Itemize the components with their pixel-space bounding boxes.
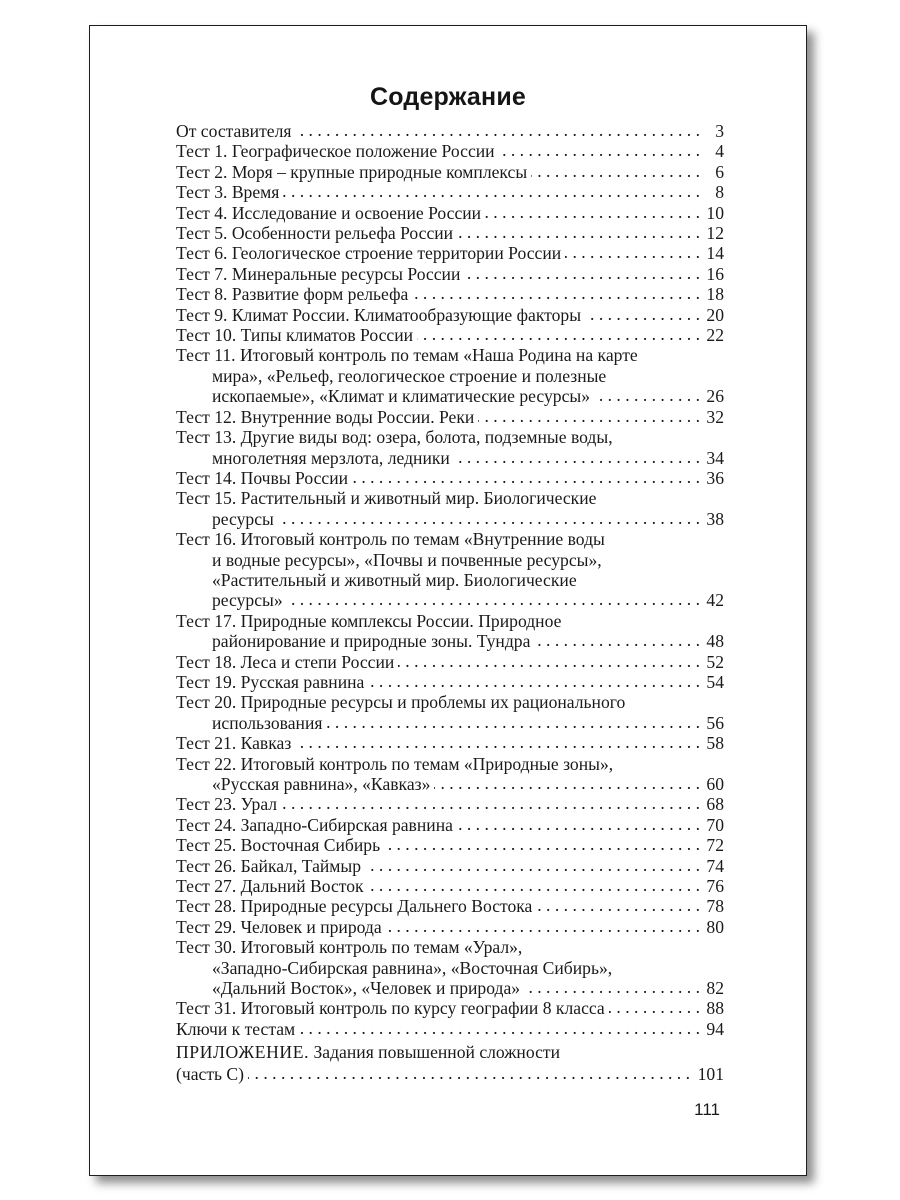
toc-entry-text: Тест 14. Почвы России xyxy=(176,467,349,488)
toc-entry-line xyxy=(176,386,724,406)
toc-page-number: 52 xyxy=(706,651,724,672)
toc-entry-line xyxy=(176,529,724,549)
toc-page-number: 22 xyxy=(706,325,724,346)
toc-entry xyxy=(176,876,724,896)
dot-leader xyxy=(295,123,700,137)
toc-page-number: 6 xyxy=(715,161,724,182)
toc-entry-text: Тест 11. Итоговый контроль по темам «Наша Родина на карте xyxy=(176,345,638,366)
toc-entry-line xyxy=(176,223,724,243)
toc-entry xyxy=(176,611,724,652)
dot-leader xyxy=(565,245,700,259)
toc-entry-line xyxy=(176,121,724,141)
toc-entry-text: Тест 2. Моря – крупные природные комплексы xyxy=(176,161,528,182)
toc-entry xyxy=(176,325,724,345)
toc-page-number: 3 xyxy=(715,121,724,141)
toc-entry-text: Тест 29. Человек и природа xyxy=(176,916,382,937)
toc-page-number: 10 xyxy=(706,202,724,223)
toc-entry-line xyxy=(176,243,724,263)
toc-entry xyxy=(176,345,724,406)
dot-leader xyxy=(594,388,700,402)
toc-page-number: 60 xyxy=(706,774,724,794)
toc-entry xyxy=(176,223,724,243)
dot-leader xyxy=(417,327,700,341)
toc-entry xyxy=(176,427,724,468)
toc-entry-text: Тест 1. Географическое положение России xyxy=(176,141,495,162)
dot-leader xyxy=(412,286,700,300)
toc-entry-text: Тест 19. Русская равнина xyxy=(176,671,365,692)
toc-entry-line xyxy=(176,407,724,427)
toc-entry-line xyxy=(176,182,724,202)
toc-entry-text: Тест 5. Особенности рельефа России xyxy=(176,223,454,244)
toc-page-number: 82 xyxy=(706,978,724,999)
appendix-line-2 xyxy=(176,1063,724,1085)
toc-entry-text: Тест 22. Итоговый контроль по темам «Природные зоны», xyxy=(176,753,614,774)
appendix-line-2-text: (часть С) xyxy=(176,1064,245,1084)
toc-entry-text: Тест 20. Природные ресурсы и проблемы их рационального xyxy=(176,692,626,713)
toc-entry-text: Тест 7. Минеральные ресурсы России xyxy=(176,263,461,284)
toc-entry-line xyxy=(176,570,724,590)
toc-page-number: 76 xyxy=(706,876,724,897)
toc-entry-line xyxy=(176,815,724,835)
toc-entry xyxy=(176,305,724,325)
dot-leader xyxy=(299,1021,700,1035)
dot-leader xyxy=(534,633,700,647)
toc-entry-text: ископаемые», «Климат и климатические ресурсы» xyxy=(212,386,590,407)
toc-entry xyxy=(176,692,724,733)
toc-entry xyxy=(176,121,724,141)
toc-entry-line xyxy=(176,1019,724,1039)
toc-entry-line xyxy=(176,325,724,345)
dot-leader xyxy=(368,674,700,688)
dot-leader xyxy=(499,143,700,157)
toc-entry xyxy=(176,794,724,814)
dot-leader xyxy=(248,1066,690,1080)
toc-entry xyxy=(176,998,724,1018)
toc-entry-text: Тест 4. Исследование и освоение России xyxy=(176,202,482,223)
toc-entry-text: «Русская равнина», «Кавказ» xyxy=(212,774,431,794)
dot-leader xyxy=(368,878,700,892)
toc-entry-text: Тест 31. Итоговый контроль по курсу географии 8 класса xyxy=(176,998,605,1019)
toc-page-number: 48 xyxy=(706,631,724,652)
dot-leader xyxy=(524,980,700,994)
toc-entry xyxy=(176,284,724,304)
toc-entry xyxy=(176,407,724,427)
dot-leader xyxy=(485,205,700,219)
toc-entry-line xyxy=(176,509,724,529)
dot-leader xyxy=(585,307,700,321)
dot-leader xyxy=(536,898,700,912)
toc-entry-line xyxy=(176,611,724,631)
toc-page-number: 72 xyxy=(706,835,724,856)
dot-leader xyxy=(609,1000,700,1014)
toc-entry xyxy=(176,529,724,611)
toc-entry xyxy=(176,243,724,263)
toc-entry-line xyxy=(176,856,724,876)
toc-entry-text: Тест 27. Дальний Восток xyxy=(176,876,364,897)
toc-entry-text: «Растительный и животный мир. Биологические xyxy=(212,569,577,590)
toc-entry-line xyxy=(176,590,724,610)
dot-leader xyxy=(464,266,700,280)
appendix-page-number: 101 xyxy=(697,1064,724,1084)
toc-page-number: 16 xyxy=(706,263,724,284)
toc-entry-text: ресурсы» xyxy=(212,590,283,611)
toc-entry xyxy=(176,162,724,182)
toc-entry-text: Тест 17. Природные комплексы России. Природное xyxy=(176,610,562,631)
toc-entry-line xyxy=(176,754,724,774)
toc-page-number: 38 xyxy=(706,508,724,529)
dot-leader xyxy=(457,817,700,831)
toc-entry-text: и водные ресурсы», «Почвы и почвенные ресурсы», xyxy=(212,549,602,570)
toc-entry-line xyxy=(176,141,724,161)
dot-leader xyxy=(365,858,700,872)
toc-entry-text: От составителя xyxy=(176,121,292,141)
dot-leader xyxy=(384,837,700,851)
book-page xyxy=(89,25,807,1176)
toc-entry-line xyxy=(176,427,724,447)
toc-entry xyxy=(176,672,724,692)
toc-page-number: 70 xyxy=(706,814,724,835)
toc-page-number: 56 xyxy=(706,712,724,733)
toc-entry-text: Тест 24. Западно-Сибирская равнина xyxy=(176,814,453,835)
table-of-contents xyxy=(176,121,724,1039)
toc-entry xyxy=(176,468,724,488)
dot-leader xyxy=(386,919,700,933)
toc-entry-line xyxy=(176,203,724,223)
dot-leader xyxy=(454,450,700,464)
dot-leader xyxy=(398,654,700,668)
toc-entry-text: районирование и природные зоны. Тундра xyxy=(212,631,531,652)
toc-entry-line xyxy=(176,692,724,712)
toc-page-number: 18 xyxy=(706,284,724,305)
toc-entry-text: Тест 25. Восточная Сибирь xyxy=(176,835,381,856)
toc-entry-text: Тест 28. Природные ресурсы Дальнего Востока xyxy=(176,896,533,917)
toc-entry-text: Тест 18. Леса и степи России xyxy=(176,651,395,672)
dot-leader xyxy=(531,164,700,178)
toc-entry xyxy=(176,917,724,937)
toc-entry-line xyxy=(176,448,724,468)
toc-entry-text: мира», «Рельеф, геологическое строение и полезные xyxy=(212,365,607,386)
toc-page-number: 78 xyxy=(706,896,724,917)
toc-entry-line xyxy=(176,998,724,1018)
toc-entry xyxy=(176,896,724,916)
toc-entry-line xyxy=(176,305,724,325)
toc-entry-line xyxy=(176,917,724,937)
toc-entry-line xyxy=(176,468,724,488)
toc-entry-text: Тест 21. Кавказ xyxy=(176,733,292,754)
toc-page-number: 74 xyxy=(706,855,724,876)
toc-entry-line xyxy=(176,774,724,794)
dot-leader xyxy=(283,184,700,198)
toc-entry-line xyxy=(176,876,724,896)
dot-leader xyxy=(352,470,700,484)
toc-page-number: 20 xyxy=(706,304,724,325)
appendix-caps: ПРИЛОЖЕНИЕ. xyxy=(176,1042,310,1062)
toc-entry-text: использования xyxy=(212,712,323,733)
toc-page-number: 32 xyxy=(706,406,724,427)
toc-entry-text: «Дальний Восток», «Человек и природа» xyxy=(212,978,521,999)
toc-entry xyxy=(176,182,724,202)
toc-entry-text: Ключи к тестам xyxy=(176,1018,296,1039)
page-title: Содержание xyxy=(369,83,527,111)
toc-page-number: 34 xyxy=(706,447,724,468)
toc-entry-text: Тест 23. Урал xyxy=(176,794,278,815)
dot-leader xyxy=(434,776,700,790)
toc-entry-text: Тест 15. Растительный и животный мир. Биологические xyxy=(176,488,597,509)
toc-page-number: 58 xyxy=(706,733,724,754)
toc-entry-line xyxy=(176,284,724,304)
toc-entry-text: Тест 3. Время xyxy=(176,182,280,203)
toc-entry-text: ресурсы xyxy=(212,508,274,529)
dot-leader xyxy=(278,511,700,525)
toc-entry-text: Тест 30. Итоговый контроль по темам «Урал», xyxy=(176,937,523,958)
toc-entry-line xyxy=(176,652,724,672)
toc-page-number: 14 xyxy=(706,243,724,264)
toc-page-number: 36 xyxy=(706,467,724,488)
toc-entry xyxy=(176,1019,724,1039)
toc-entry-text: Тест 8. Развитие форм рельефа xyxy=(176,284,409,305)
toc-entry-line xyxy=(176,713,724,733)
toc-entry xyxy=(176,733,724,753)
appendix-text: Задания повышенной сложности xyxy=(309,1042,560,1062)
toc-entry-line xyxy=(176,366,724,386)
dot-leader xyxy=(295,735,700,749)
toc-entry xyxy=(176,754,724,795)
toc-page-number: 8 xyxy=(715,182,724,203)
toc-page-number: 12 xyxy=(706,223,724,244)
toc-entry-text: «Западно-Сибирская равнина», «Восточная Сибирь», xyxy=(212,957,613,978)
toc-entry-line xyxy=(176,937,724,957)
dot-leader xyxy=(457,225,700,239)
toc-entry xyxy=(176,937,724,998)
toc-page-number: 94 xyxy=(706,1018,724,1039)
toc-entry xyxy=(176,264,724,284)
dot-leader xyxy=(478,409,700,423)
toc-entry-line xyxy=(176,794,724,814)
toc-entry xyxy=(176,856,724,876)
toc-page-number: 26 xyxy=(706,386,724,407)
toc-entry-line xyxy=(176,958,724,978)
toc-entry-text: Тест 9. Климат России. Климатообразующие факторы xyxy=(176,304,582,325)
toc-page-number: 42 xyxy=(706,590,724,611)
toc-entry xyxy=(176,835,724,855)
page-number: 111 xyxy=(694,1100,720,1119)
toc-entry-text: Тест 12. Внутренние воды России. Реки xyxy=(176,406,475,427)
toc-entry-line xyxy=(176,264,724,284)
toc-entry-line xyxy=(176,835,724,855)
toc-page-number: 68 xyxy=(706,794,724,815)
toc-page-number: 88 xyxy=(706,998,724,1019)
toc-entry xyxy=(176,652,724,672)
toc-entry-line xyxy=(176,631,724,651)
toc-entry-line xyxy=(176,896,724,916)
toc-entry-text: Тест 26. Байкал, Таймыр xyxy=(176,855,362,876)
toc-entry xyxy=(176,488,724,529)
toc-entry-text: многолетняя мерзлота, ледники xyxy=(212,447,450,468)
toc-entry-line xyxy=(176,488,724,508)
toc-entry xyxy=(176,141,724,161)
toc-entry-text: Тест 10. Типы климатов России xyxy=(176,325,414,346)
appendix-entry xyxy=(176,1041,724,1085)
toc-entry xyxy=(176,815,724,835)
toc-entry-line xyxy=(176,162,724,182)
dot-leader xyxy=(281,796,700,810)
toc-entry-line xyxy=(176,978,724,998)
toc-entry-line xyxy=(176,733,724,753)
dot-leader xyxy=(326,715,700,729)
toc-page-number: 4 xyxy=(715,141,724,162)
toc-page-number: 80 xyxy=(706,916,724,937)
toc-entry-text: Тест 13. Другие виды вод: озера, болота, подземные воды, xyxy=(176,427,613,448)
toc-entry-line xyxy=(176,345,724,365)
toc-page-number: 54 xyxy=(706,671,724,692)
toc-entry-text: Тест 6. Геологическое строение территории России xyxy=(176,243,562,264)
toc-entry-line xyxy=(176,550,724,570)
toc-entry xyxy=(176,203,724,223)
toc-entry-text: Тест 16. Итоговый контроль по темам «Внутренние воды xyxy=(176,529,605,550)
appendix-line-1 xyxy=(176,1041,724,1063)
dot-leader xyxy=(287,592,700,606)
toc-entry-line xyxy=(176,672,724,692)
